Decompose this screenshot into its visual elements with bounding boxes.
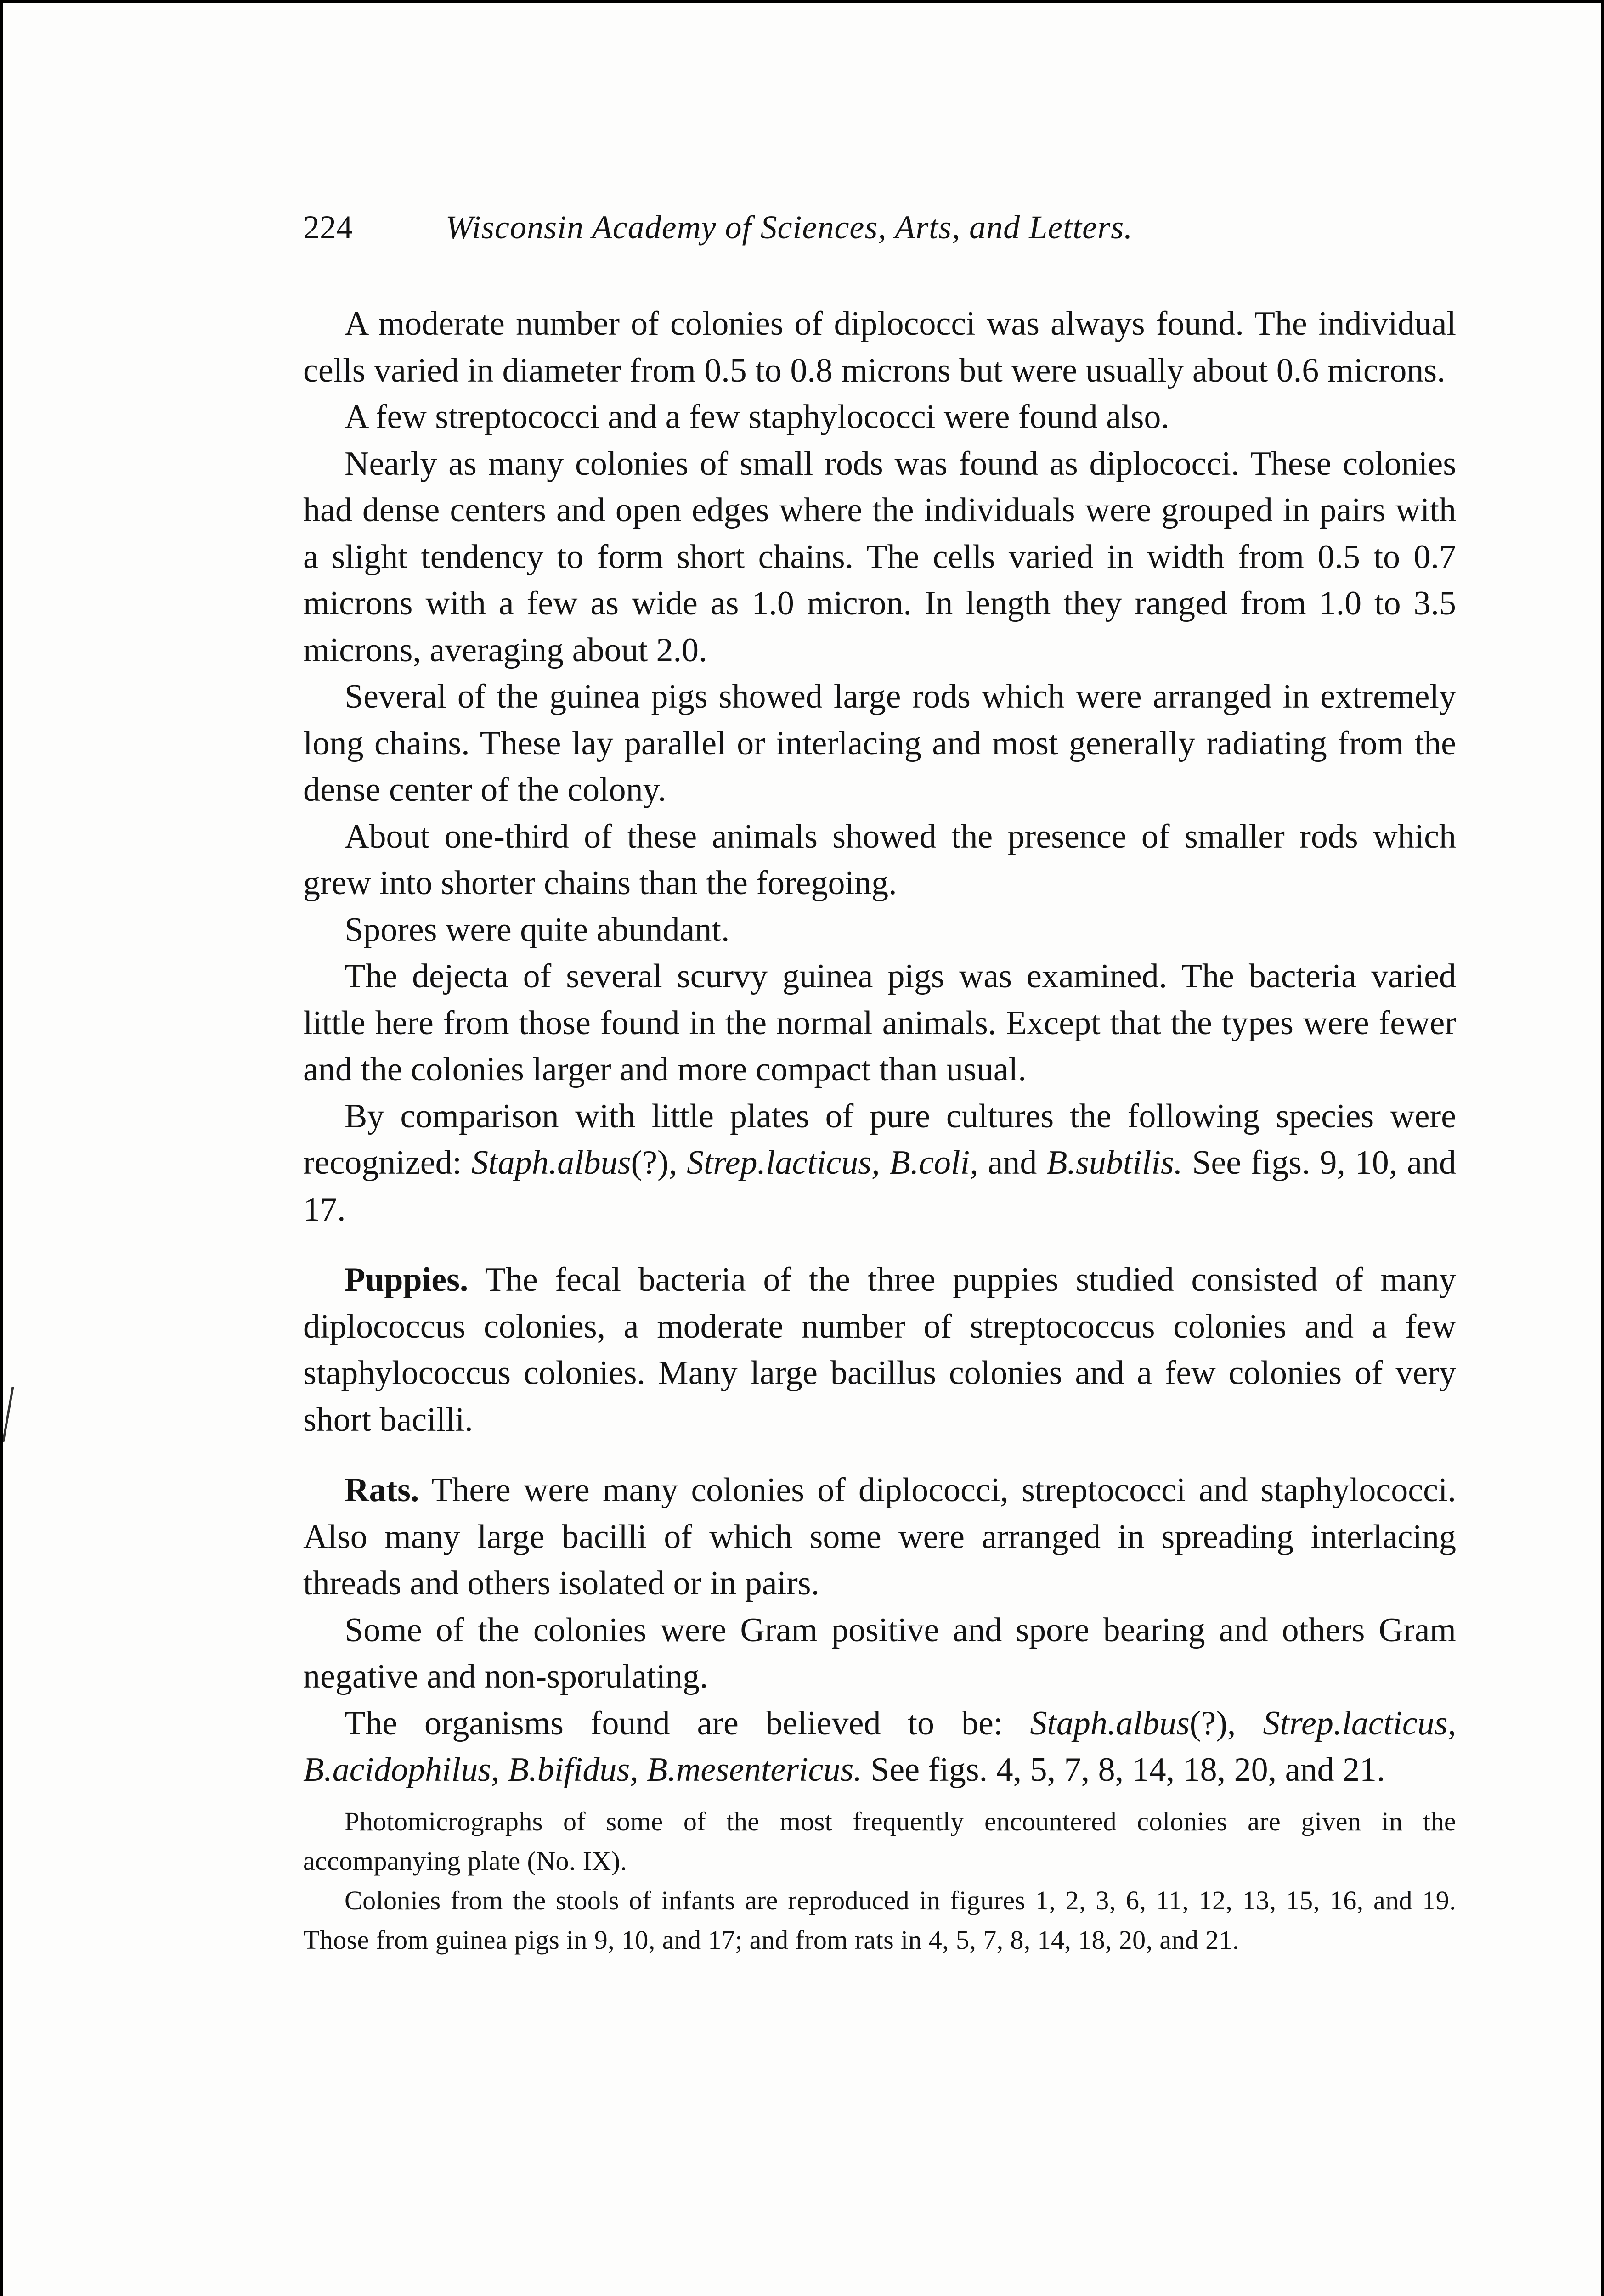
page-number: 224 bbox=[303, 209, 353, 246]
text-run: The fecal bacteria of the three puppies studied consisted of many diplococcus colonies, a moderate number of streptococcus colonies and a few staphylococcus colonies. Many large bacillus colonies and a few colonies of very short bacilli. bbox=[303, 1261, 1456, 1439]
paragraph-large-rods: Several of the guinea pigs showed large rods which were arranged in extremely long chains. These lay parallel or interlacing and most generally radiating from the dense center of the colony. bbox=[303, 678, 1456, 809]
text-run: See figs. 9, 10, and 17. bbox=[303, 1144, 1456, 1228]
text-run: (?), bbox=[631, 1144, 687, 1182]
paragraph-spores: Spores were quite abundant. bbox=[345, 911, 730, 949]
text-run: The organisms found are believed to be: bbox=[345, 1704, 1030, 1742]
paragraph-diplococci: A moderate number of colonies of diplococci was always found. The individual cells varied in diameter from 0.5 to 0.8 microns but were usually about 0.6 microns. bbox=[303, 305, 1456, 389]
section-heading-rats: Rats. bbox=[345, 1471, 419, 1509]
note-colonies-figures: Colonies from the stools of infants are reproduced in figures 1, 2, 3, 6, 11, 12, 13, 15, 16, and 19. Those from guinea pigs in 9, 10, and 17; and from rats in 4, 5, 7, 8, 14, 18, 20, and 21. bbox=[303, 1885, 1456, 1955]
paragraph-streptococci: A few streptococci and a few staphylococci were found also. bbox=[345, 398, 1169, 436]
text-run: and bbox=[978, 1144, 1047, 1182]
section-heading-puppies: Puppies. bbox=[345, 1261, 469, 1299]
text-run: There were many colonies of diplococci, streptococci and staphylococci. Also many large bacilli of which some were arranged in spreading interlacing threads and others isolated or in pairs. bbox=[303, 1471, 1456, 1602]
text-run: By comparison with little plates of pure cultures the following species were recognized: bbox=[303, 1097, 1456, 1182]
note-photomicrographs: Photomicrographs of some of the most frequently encountered colonies are given in the accompanying plate (No. IX). bbox=[303, 1806, 1456, 1876]
paragraph-small-rods: Nearly as many colonies of small rods was found as diplococci. These colonies had dense centers and open edges where the individuals were grouped in pairs with a slight tendency to form short chains. The cells varied in width from 0.5 to 0.7 microns with a few as wide as 1.0 micron. In length they ranged from 1.0 to 3.5 microns, averaging about 2.0. bbox=[303, 445, 1456, 669]
paragraph-gram-stain: Some of the colonies were Gram positive and spore bearing and others Gram negative and non-sporulating. bbox=[303, 1611, 1456, 1695]
species-name: Staph.albus bbox=[471, 1144, 631, 1182]
text-run: (?), bbox=[1189, 1704, 1236, 1742]
species-name: Strep.lacticus, B.acidophilus, B.bifidus, B.mesentericus. bbox=[303, 1704, 1456, 1789]
paragraph-smaller-rods: About one-third of these animals showed the presence of smaller rods which grew into shorter chains than the foregoing. bbox=[303, 817, 1456, 902]
paragraph-scurvy-guinea-pigs: The dejecta of several scurvy guinea pigs was examined. The bacteria varied little here from those found in the normal animals. Except that the types were fewer and the colonies larger and more compact than usual. bbox=[303, 957, 1456, 1088]
running-head: Wisconsin Academy of Sciences, Arts, and Letters. bbox=[446, 209, 1133, 246]
text-run: See figs. 4, 5, 7, 8, 14, 18, 20, and 21. bbox=[862, 1751, 1385, 1789]
species-name: B.subtilis. bbox=[1046, 1144, 1183, 1182]
species-name: Staph.albus bbox=[1030, 1704, 1190, 1742]
species-name: Strep.lacticus, B.coli, bbox=[686, 1144, 978, 1182]
